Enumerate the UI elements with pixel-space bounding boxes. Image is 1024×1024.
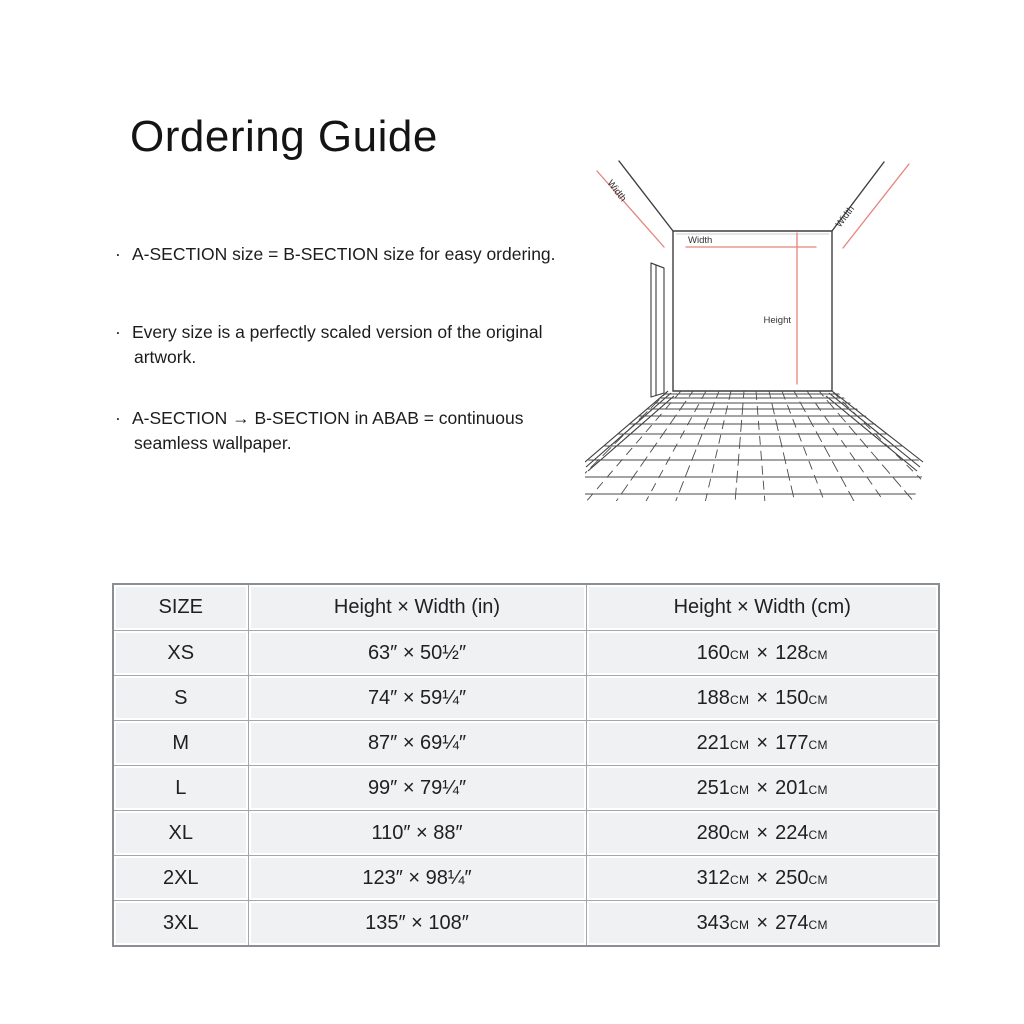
size-table bbox=[112, 583, 940, 947]
table-row-2xl bbox=[113, 856, 939, 901]
cm-width: 150 bbox=[775, 686, 809, 709]
cm-width: 274 bbox=[775, 911, 809, 934]
width-label-back-wall: Width bbox=[688, 235, 713, 246]
inches-cell: 63″ × 50½″ bbox=[248, 631, 586, 676]
inches-cell: 74″ × 59¼″ bbox=[248, 676, 586, 721]
table-row-s bbox=[113, 676, 939, 721]
bullet-line: artwork. bbox=[134, 347, 197, 367]
cm-unit: CM bbox=[808, 917, 828, 932]
cm-height: 251 bbox=[696, 776, 730, 799]
cm-cell bbox=[586, 766, 939, 811]
parquet-floor bbox=[585, 391, 975, 503]
cm-unit: CM bbox=[729, 647, 750, 662]
table-row-m bbox=[113, 721, 939, 766]
table-header-row bbox=[113, 584, 939, 631]
cm-unit: CM bbox=[729, 737, 750, 752]
header-size: SIZE bbox=[113, 584, 248, 631]
cm-cell bbox=[586, 631, 939, 676]
bullet-text bbox=[132, 320, 542, 370]
table-row-3xl bbox=[113, 901, 939, 947]
cm-cell bbox=[586, 856, 939, 901]
times-sign: × bbox=[756, 911, 769, 934]
cm-cell bbox=[586, 901, 939, 947]
cm-height: 188 bbox=[696, 686, 730, 709]
cm-width: 128 bbox=[775, 641, 809, 664]
size-cell: L bbox=[113, 766, 248, 811]
cm-height: 221 bbox=[696, 731, 730, 754]
inches-cell: 110″ × 88″ bbox=[248, 811, 586, 856]
cm-unit: CM bbox=[729, 782, 750, 797]
cm-unit: CM bbox=[808, 872, 828, 887]
times-sign: × bbox=[756, 821, 769, 844]
inches-cell: 135″ × 108″ bbox=[248, 901, 586, 947]
times-sign: × bbox=[756, 686, 769, 709]
size-cell: XL bbox=[113, 811, 248, 856]
bullet-marker: · bbox=[115, 408, 121, 428]
cm-unit: CM bbox=[808, 692, 828, 707]
cm-cell bbox=[586, 721, 939, 766]
bullet-line: A-SECTION → B-SECTION in ABAB = continuous bbox=[132, 408, 524, 428]
cm-unit: CM bbox=[729, 872, 750, 887]
cm-height: 343 bbox=[696, 911, 730, 934]
bullet-marker: · bbox=[115, 244, 121, 264]
times-sign: × bbox=[756, 731, 769, 754]
header-cm: Height × Width (cm) bbox=[586, 584, 939, 631]
cm-height: 280 bbox=[696, 821, 730, 844]
times-sign: × bbox=[756, 866, 769, 889]
cm-width: 177 bbox=[775, 731, 809, 754]
bullet-marker: · bbox=[115, 322, 121, 342]
table-row-xl bbox=[113, 811, 939, 856]
cm-width: 250 bbox=[775, 866, 809, 889]
measurement-lines bbox=[597, 164, 909, 384]
times-sign: × bbox=[756, 641, 769, 664]
inches-cell: 87″ × 69¼″ bbox=[248, 721, 586, 766]
width-label-left-wall: Width bbox=[604, 178, 629, 204]
table-row-l bbox=[113, 766, 939, 811]
size-cell: 3XL bbox=[113, 901, 248, 947]
inches-cell: 99″ × 79¼″ bbox=[248, 766, 586, 811]
cm-height: 312 bbox=[696, 866, 730, 889]
cm-unit: CM bbox=[729, 692, 750, 707]
bullet-scaled-artwork bbox=[115, 320, 542, 370]
table-row-xs bbox=[113, 631, 939, 676]
size-cell: XS bbox=[113, 631, 248, 676]
size-cell: M bbox=[113, 721, 248, 766]
cm-width: 201 bbox=[775, 776, 809, 799]
bullet-line: seamless wallpaper. bbox=[134, 433, 292, 453]
page-title: Ordering Guide bbox=[130, 112, 438, 161]
cm-unit: CM bbox=[808, 782, 828, 797]
height-label-back-wall: Height bbox=[763, 315, 791, 326]
cm-cell bbox=[586, 676, 939, 721]
bullet-ordering-rule bbox=[115, 242, 556, 267]
times-sign: × bbox=[756, 776, 769, 799]
cm-height: 160 bbox=[696, 641, 730, 664]
cm-width: 224 bbox=[775, 821, 809, 844]
cm-unit: CM bbox=[729, 827, 750, 842]
cm-unit: CM bbox=[808, 647, 828, 662]
size-cell: S bbox=[113, 676, 248, 721]
cm-unit: CM bbox=[808, 737, 828, 752]
width-label-right-wall: Width bbox=[833, 203, 858, 230]
bullet-text: A-SECTION size = B-SECTION size for easy ordering. bbox=[132, 244, 556, 264]
door bbox=[651, 263, 664, 397]
room-illustration bbox=[585, 150, 1017, 510]
size-cell: 2XL bbox=[113, 856, 248, 901]
cm-cell bbox=[586, 811, 939, 856]
header-inches: Height × Width (in) bbox=[248, 584, 586, 631]
cm-unit: CM bbox=[729, 917, 750, 932]
bullet-seamless-abab bbox=[115, 406, 523, 456]
inches-cell: 123″ × 98¼″ bbox=[248, 856, 586, 901]
bullet-text bbox=[132, 406, 523, 456]
cm-unit: CM bbox=[808, 827, 828, 842]
bullet-line: Every size is a perfectly scaled version of the original bbox=[132, 322, 543, 342]
